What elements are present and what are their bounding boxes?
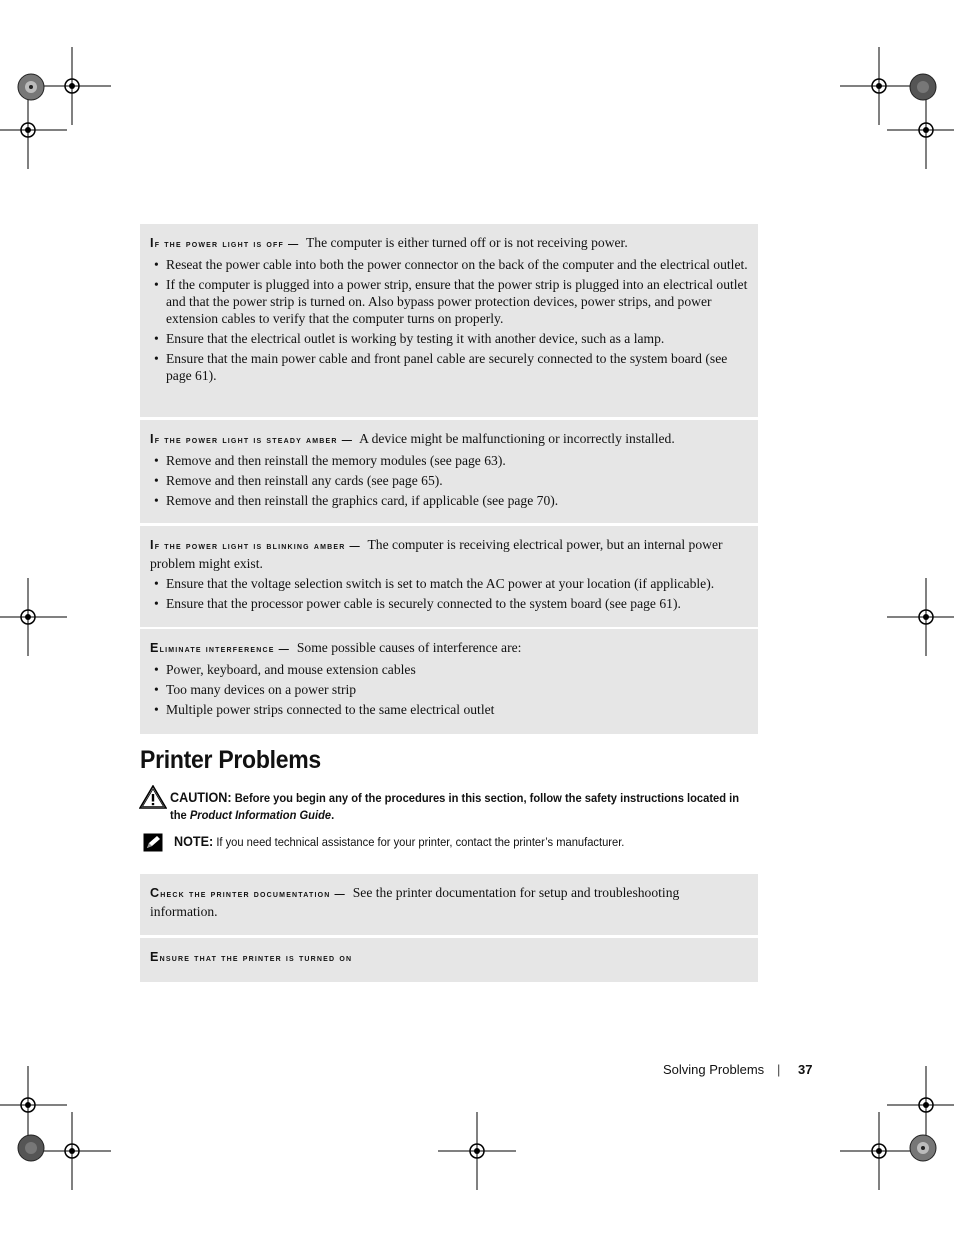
box-lead-text: Some possible causes of interference are:	[296, 640, 522, 655]
box-lead-paragraph	[150, 536, 748, 572]
caution-end: .	[331, 808, 335, 822]
box-lead-title: If the power light is steady amber —	[150, 432, 354, 446]
box-lead-paragraph	[150, 234, 748, 253]
eliminate-interference-box	[140, 629, 758, 734]
note-text: If you need technical assistance for your printer, contact the printer’s manufacturer.	[216, 835, 625, 849]
color-calibration-circle-icon	[909, 1134, 937, 1162]
bullet-list	[150, 256, 748, 384]
footer-section-name: Solving Problems	[663, 1062, 765, 1077]
warning-triangle-icon	[139, 785, 167, 809]
caution-text: Before you begin any of the procedures in this section, follow the safety instructions located in the	[170, 791, 740, 822]
bullet-list	[150, 661, 748, 718]
registration-mark-icon	[0, 91, 67, 169]
note-notice	[174, 833, 759, 851]
ensure-printer-on-box	[140, 938, 758, 982]
box-lead-text: The computer is receiving electrical power, but an internal power problem might exist.	[150, 537, 723, 571]
caution-guide-reference: Product Information Guide	[189, 808, 332, 822]
box-lead-title: If the power light is blinking amber —	[150, 538, 361, 552]
note-label: NOTE:	[174, 833, 214, 849]
registration-mark-icon	[0, 578, 67, 656]
list-item: • Remove and then reinstall any cards (see page 65).	[150, 472, 748, 489]
registration-mark-icon	[887, 91, 954, 169]
color-calibration-circle-icon	[17, 73, 45, 101]
power-light-off-box	[140, 224, 758, 417]
box-lead-title: Check the printer documentation —	[150, 886, 346, 900]
box-lead-paragraph	[150, 639, 748, 658]
list-item: • Reseat the power cable into both the power connector on the back of the computer and the electrical outlet.	[150, 256, 748, 273]
box-lead-paragraph	[150, 948, 748, 967]
box-lead-title: If the power light is off —	[150, 236, 300, 250]
list-item: • Ensure that the voltage selection switch is set to match the AC power at your location (if applicable).	[150, 575, 748, 592]
section-title: Printer Problems	[140, 746, 321, 774]
list-item: • If the computer is plugged into a power strip, ensure that the power strip is plugged into an electrical outlet and that the power strip is turned on. Also bypass power protection devices, power strips, and power extension cables to verify that the computer turns on properly.	[150, 276, 748, 327]
page-number: 37	[798, 1062, 813, 1077]
power-light-steady-amber-box	[140, 420, 758, 523]
list-item: • Remove and then reinstall the graphics card, if applicable (see page 70).	[150, 492, 748, 509]
caution-label: CAUTION:	[170, 789, 232, 805]
list-item: • Remove and then reinstall the memory modules (see page 63).	[150, 452, 748, 469]
box-lead-text: A device might be malfunctioning or incorrectly installed.	[359, 431, 675, 446]
box-lead-title: Eliminate interference —	[150, 641, 291, 655]
box-lead-title: Ensure that the printer is turned on	[150, 950, 353, 964]
check-printer-documentation-box	[140, 874, 758, 935]
list-item: • Ensure that the processor power cable is securely connected to the system board (see page 61).	[150, 595, 748, 612]
power-light-blinking-amber-box	[140, 526, 758, 627]
list-item: • Ensure that the electrical outlet is working by testing it with another device, such as a lamp.	[150, 330, 748, 347]
registration-mark-icon	[438, 1112, 516, 1190]
list-item: • Ensure that the main power cable and front panel cable are securely connected to the system board (see page 61).	[150, 350, 748, 384]
bullet-list	[150, 575, 748, 612]
bullet-list	[150, 452, 748, 509]
registration-mark-icon	[840, 1112, 918, 1190]
color-calibration-circle-icon	[909, 73, 937, 101]
list-item: • Multiple power strips connected to the same electrical outlet	[150, 701, 748, 718]
box-lead-paragraph	[150, 430, 748, 449]
footer-separator: |	[777, 1062, 781, 1077]
box-lead-text: The computer is either turned off or is not receiving power.	[305, 235, 628, 250]
pencil-note-icon	[143, 833, 163, 852]
caution-notice	[170, 789, 755, 824]
registration-mark-icon	[887, 578, 954, 656]
box-lead-paragraph	[150, 884, 748, 920]
list-item: • Too many devices on a power strip	[150, 681, 748, 698]
color-calibration-circle-icon	[17, 1134, 45, 1162]
list-item: • Power, keyboard, and mouse extension cables	[150, 661, 748, 678]
box-lead-text: See the printer documentation for setup and troubleshooting information.	[150, 885, 680, 919]
